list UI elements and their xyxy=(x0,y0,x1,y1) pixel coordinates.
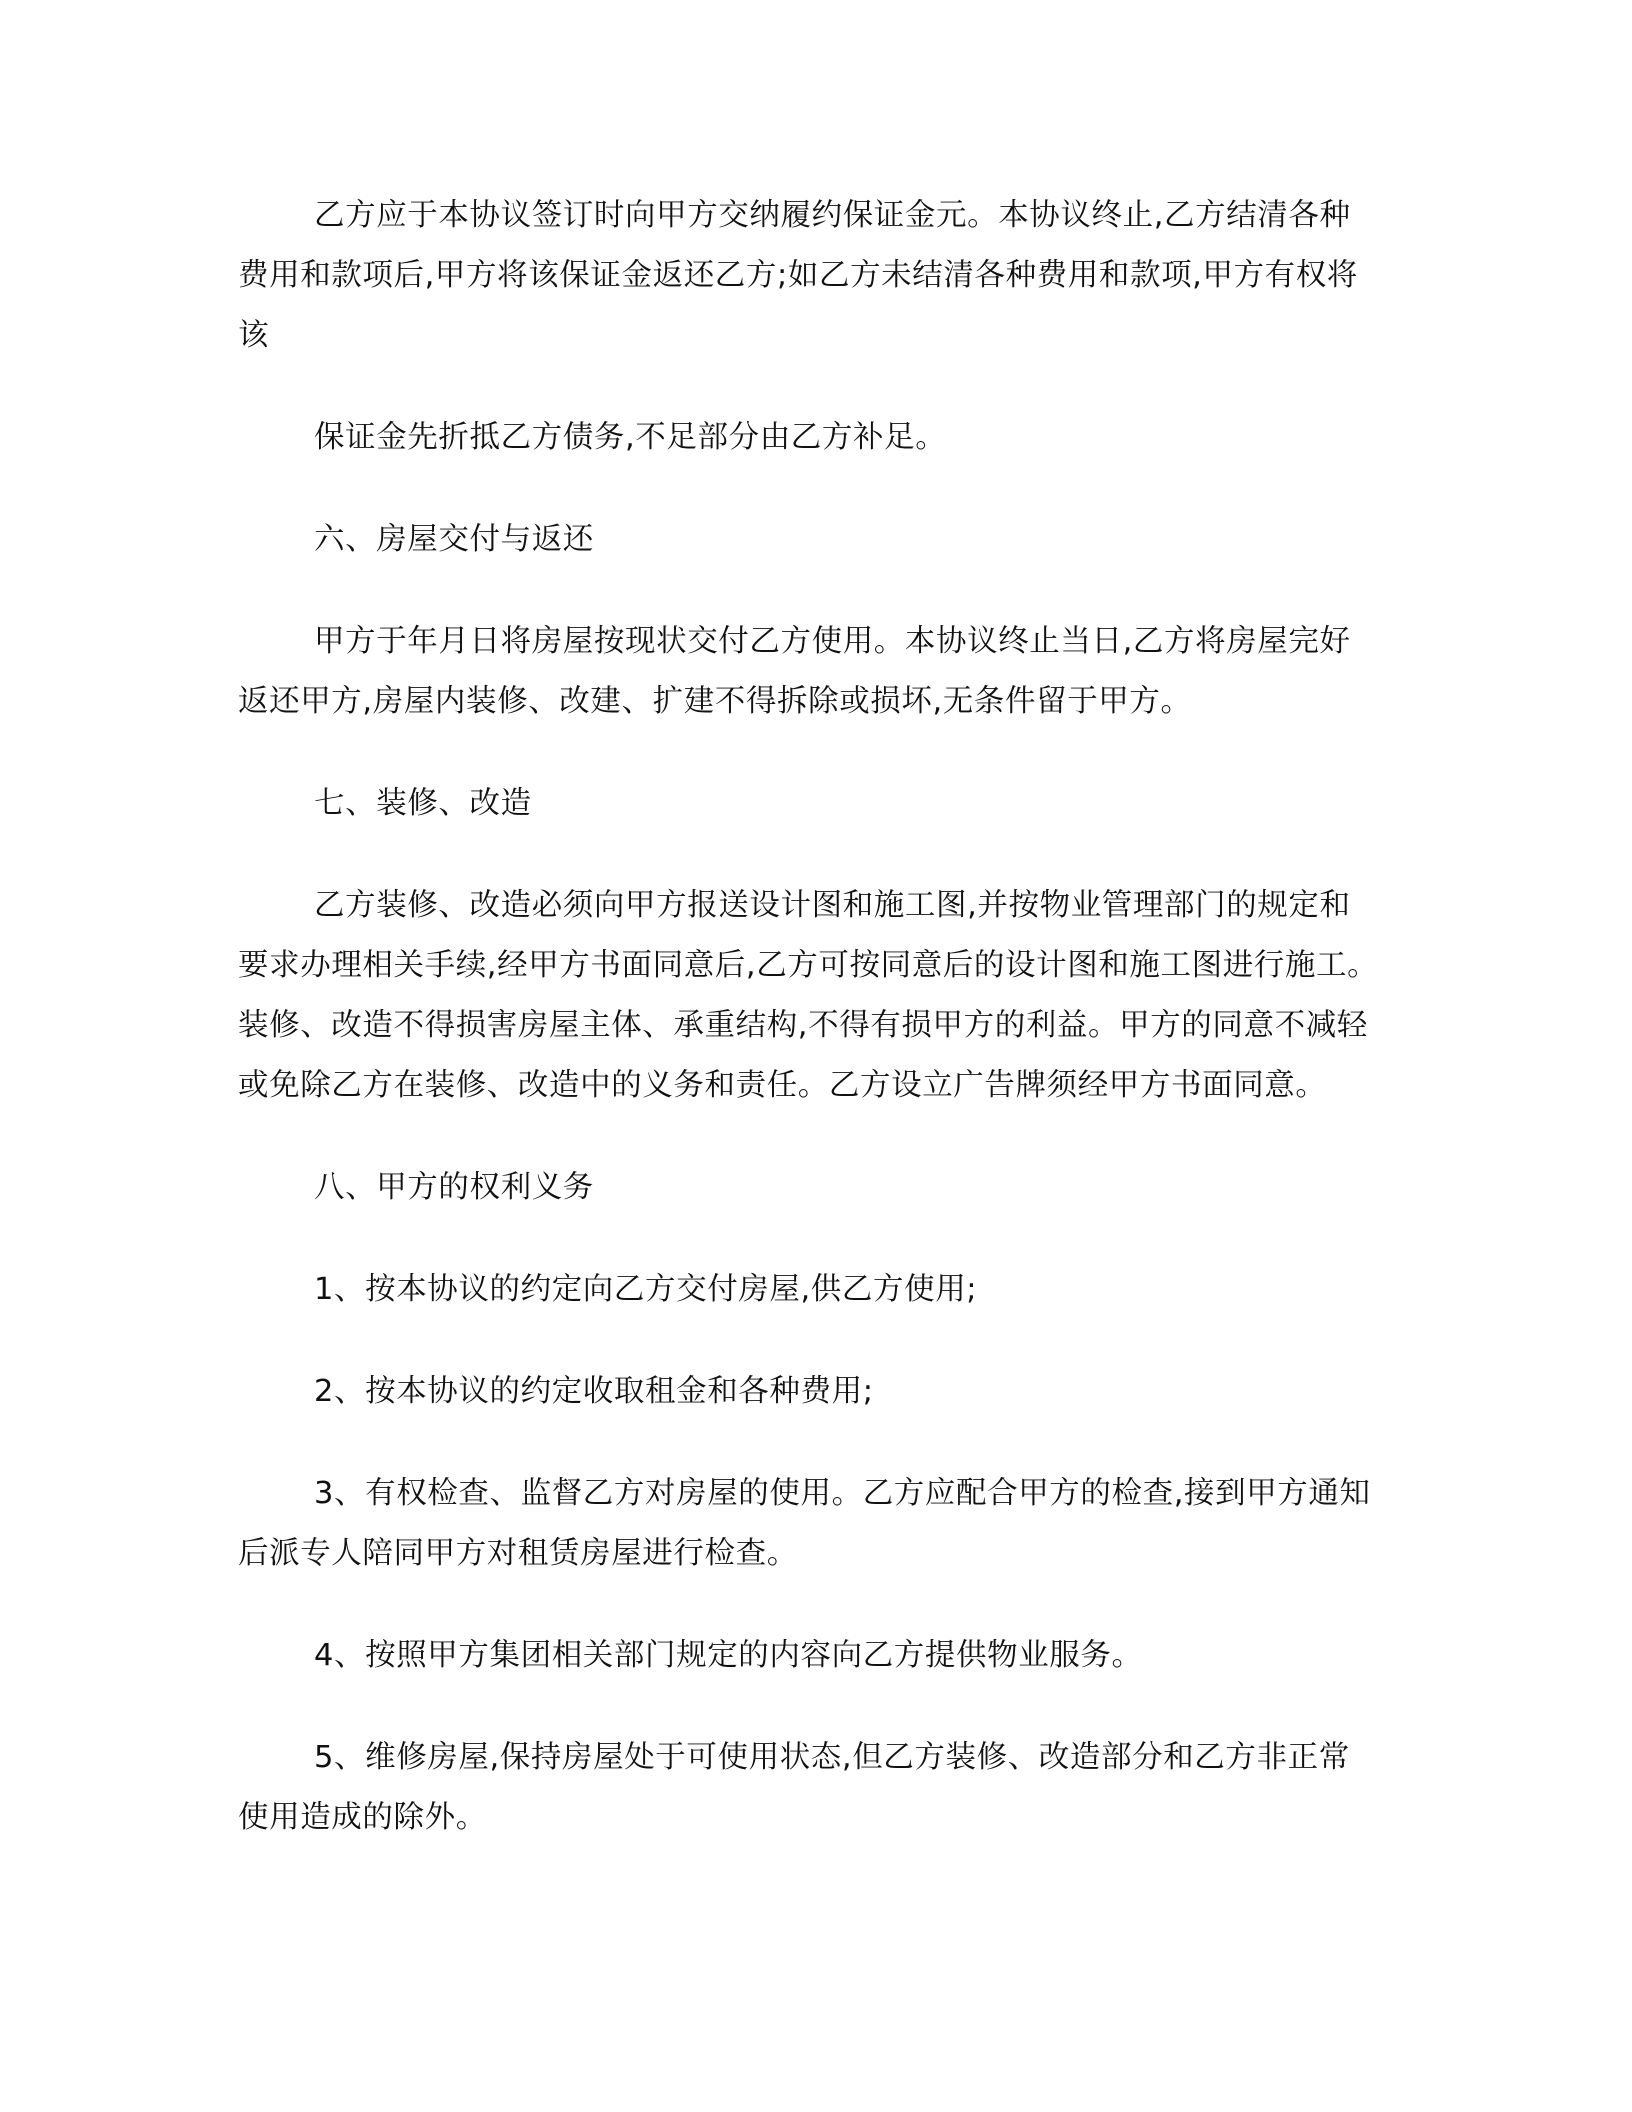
list-item-3: 3、有权检查、监督乙方对房屋的使用。乙方应配合甲方的检查,接到甲方通知后派专人陪同甲方对租赁房屋进行检查。 xyxy=(238,1476,1371,1571)
list-item-2: 2、按本协议的约定收取租金和各种费用; xyxy=(314,1374,874,1409)
paragraph-delivery: 甲方于年月日将房屋按现状交付乙方使用。本协议终止当日,乙方将房屋完好返还甲方,房屋内装修、改建、扩建不得拆除或损坏,无条件留于甲方。 xyxy=(238,624,1351,719)
paragraph-deposit-continued: 保证金先折抵乙方债务,不足部分由乙方补足。 xyxy=(314,420,947,455)
list-item-5: 5、维修房屋,保持房屋处于可使用状态,但乙方装修、改造部分和乙方非正常使用造成的除外。 xyxy=(238,1740,1350,1835)
list-item-4: 4、按照甲方集团相关部门规定的内容向乙方提供物业服务。 xyxy=(314,1638,1143,1673)
paragraph-renovation: 乙方装修、改造必须向甲方报送设计图和施工图,并按物业管理部门的规定和要求办理相关手续,经甲方书面同意后,乙方可按同意后的设计图和施工图进行施工。装修、改造不得损害房屋主体、承重结构,不得有损甲方的利益。甲方的同意不减轻或免除乙方在装修、改造中的义务和责任。乙方设立广告牌须经甲方书面同意。 xyxy=(238,888,1379,1103)
list-item-1: 1、按本协议的约定向乙方交付房屋,供乙方使用; xyxy=(314,1272,978,1307)
document-body xyxy=(238,186,1380,1848)
paragraph-deposit: 乙方应于本协议签订时向甲方交纳履约保证金元。本协议终止,乙方结清各种费用和款项后,甲方将该保证金返还乙方;如乙方未结清各种费用和款项,甲方有权将该 xyxy=(238,198,1358,353)
section-heading-party-a-rights: 八、甲方的权利义务 xyxy=(314,1170,594,1205)
section-heading-renovation: 七、装修、改造 xyxy=(314,786,532,821)
section-heading-delivery: 六、房屋交付与返还 xyxy=(314,522,594,557)
